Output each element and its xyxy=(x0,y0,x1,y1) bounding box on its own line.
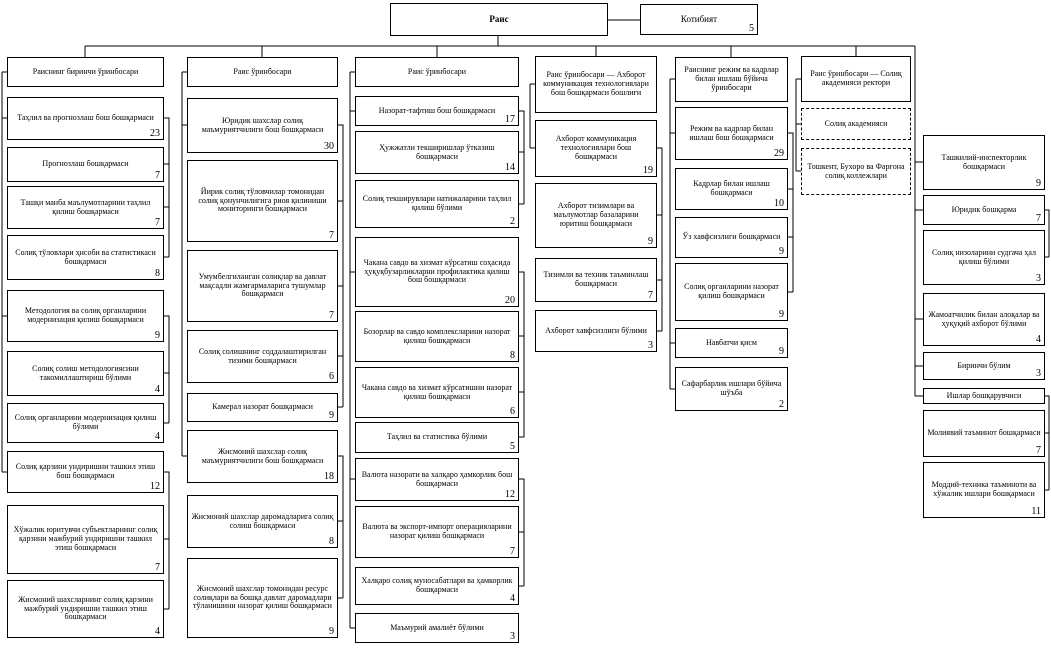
column-1-box-8 xyxy=(7,451,164,493)
staff-count: 20 xyxy=(505,295,515,306)
column-3-box-5 xyxy=(355,311,519,362)
staff-count: 7 xyxy=(1036,213,1041,224)
box-label: Солиқ органларини модернизация қилиш бўлими xyxy=(14,413,157,431)
staff-count: 3 xyxy=(510,631,515,642)
box-label: Кадрлар билан ишлаш бошқармаси xyxy=(693,179,770,197)
column-3-box-7 xyxy=(355,422,519,453)
box-label: Солиқ қарзини ундиришни ташкил этиш бош бошқармаси xyxy=(15,462,156,480)
column-4-header xyxy=(535,56,657,113)
box-label: Сафарбарлик ишлари бўйича шўъба xyxy=(681,379,782,397)
staff-count: 12 xyxy=(150,481,160,492)
box-label: Методология ва солиқ органларини модернизация қилиш бошқармаси xyxy=(24,306,147,324)
column-1-box-10 xyxy=(7,580,164,638)
box-label: Умумбелгиланган солиқлар ва давлат мақсадли жамғармаларига тушумлар бошқармаси xyxy=(198,271,327,299)
staff-count: 9 xyxy=(779,346,784,357)
staff-count: 10 xyxy=(774,198,784,209)
box-label: Камерал назорат бошқармаси xyxy=(212,402,313,412)
staff-count: 9 xyxy=(329,410,334,421)
box-label: Раис ўринбосари xyxy=(233,66,292,76)
staff-count: 9 xyxy=(1036,178,1041,189)
box-label: Тизимли ва техник таъминлаш бошқармаси xyxy=(543,270,649,288)
column-1-box-3 xyxy=(7,186,164,229)
staff-count: 9 xyxy=(779,309,784,320)
staff-count: 4 xyxy=(510,593,515,604)
box-label: Раиснинг режим ва кадрлар билан ишлаш бўйича ўринбосари xyxy=(684,65,779,92)
column-5-box-3 xyxy=(675,217,788,258)
box-label: Ташкилий-инспекторлик бошқармаси xyxy=(941,152,1027,171)
column-3-box-3 xyxy=(355,180,519,228)
staff-count: 5 xyxy=(749,23,754,34)
staff-count: 19 xyxy=(643,165,653,176)
box-label: Жисмоний шахслар даромадларига солиқ солиш бошқармаси xyxy=(191,511,334,530)
column-3-box-10 xyxy=(355,567,519,605)
staff-count: 18 xyxy=(324,471,334,482)
box-label: Раиснинг биринчи ўринбосари xyxy=(32,66,139,76)
column-7-box-3 xyxy=(923,230,1045,285)
staff-count: 3 xyxy=(648,340,653,351)
staff-count: 8 xyxy=(155,268,160,279)
box-label: Тошкент, Бухоро ва Фарғона солиқ коллежлари xyxy=(807,161,905,180)
box-label: Чакана савдо ва хизмат кўрсатиш соҳасида ҳуқуқбузарликларни профилактика қилиш бош бошқармаси xyxy=(363,257,511,285)
column-5-box-2 xyxy=(675,168,788,210)
staff-count: 8 xyxy=(329,536,334,547)
box-label: Солиқ текширувлари натижаларини таҳлил қилиш бўлими xyxy=(362,194,512,212)
box-label: Юридик бошқарма xyxy=(951,204,1017,214)
box-label: Бозорлар ва савдо комплексларини назорат қилиш бошқармаси xyxy=(363,326,511,345)
column-3-box-11 xyxy=(355,613,519,643)
staff-count: 3 xyxy=(1036,273,1041,284)
column-3-box-8 xyxy=(355,458,519,501)
chairman-label: Раис xyxy=(489,14,509,25)
box-label: Ташқи манба маълумотларини таҳлил қилиш бошқармаси xyxy=(20,197,151,216)
column-7-box-4 xyxy=(923,293,1045,346)
staff-count: 9 xyxy=(329,626,334,637)
column-3-box-9 xyxy=(355,506,519,558)
staff-count: 2 xyxy=(779,399,784,410)
box-label: Режим ва кадрлар билан ишлаш бош бошқармаси xyxy=(689,123,774,142)
secretariat-label: Котибият xyxy=(680,14,718,25)
staff-count: 7 xyxy=(155,562,160,573)
box-label: Раис ўринбосари xyxy=(407,66,467,76)
column-3-box-2 xyxy=(355,131,519,174)
box-label: Биринчи бўлим xyxy=(957,360,1011,370)
box-label: Хўжалик юритувчи субъектларнинг солиқ қарзини мажбурий ундиришни ташкил этиш бошқармаси xyxy=(13,525,158,552)
staff-count: 7 xyxy=(155,170,160,181)
column-2-box-4 xyxy=(187,330,338,383)
staff-count: 14 xyxy=(505,162,515,173)
staff-count: 4 xyxy=(1036,334,1041,345)
column-5-box-6 xyxy=(675,367,788,411)
staff-count: 9 xyxy=(155,330,160,341)
staff-count: 9 xyxy=(648,236,653,247)
staff-count: 4 xyxy=(155,431,160,442)
column-6-box-2 xyxy=(801,148,911,195)
box-label: Жисмоний шахсларнинг солиқ қарзини мажбурий ундиришни ташкил этиш бошқармаси xyxy=(18,594,153,622)
staff-count: 4 xyxy=(155,384,160,395)
box-label: Назорат-тафтиш бош бошқармаси xyxy=(378,105,496,115)
box-label: Молиявий таъминот бошқармаси xyxy=(927,428,1041,438)
column-7-box-2 xyxy=(923,195,1045,225)
chairman-box xyxy=(390,3,608,36)
staff-count: 7 xyxy=(510,546,515,557)
staff-count: 7 xyxy=(155,217,160,228)
staff-count: 9 xyxy=(779,246,784,257)
box-label: Моддий-техника таъминоти ва хўжалик ишлари бошқармаси xyxy=(931,480,1037,498)
box-label: Ўз хавфсизлиги бошқармаси xyxy=(682,232,781,242)
box-label: Солиқ тўловлари ҳисоби ва статистикаси бошқармаси xyxy=(15,247,156,266)
column-3-box-6 xyxy=(355,367,519,418)
column-7-box-6 xyxy=(923,388,1045,404)
staff-count: 5 xyxy=(510,441,515,452)
column-1-box-4 xyxy=(7,235,164,280)
staff-count: 3 xyxy=(1036,368,1041,379)
column-3-box-4 xyxy=(355,237,519,307)
column-4-box-4 xyxy=(535,310,657,352)
staff-count: 30 xyxy=(324,141,334,152)
staff-count: 7 xyxy=(1036,445,1041,456)
column-1-box-5 xyxy=(7,290,164,342)
column-5-header xyxy=(675,57,788,102)
box-label: Таҳлил ва прогнозлаш бош бошқармаси xyxy=(17,113,154,123)
box-label: Раис ўринбосари — Ахборот коммуникация технологиялари бош бошқармаси бошлиғи xyxy=(543,70,649,97)
box-label: Чакана савдо ва хизмат кўрсатишни назорат қилиш бошқармаси xyxy=(361,382,513,401)
box-label: Жисмоний шахслар томонидан ресурс солиқлари ва бошқа давлат даромадлари тўланишини назорат қилиш бошқармаси xyxy=(193,583,332,611)
column-7-box-5 xyxy=(923,352,1045,380)
box-label: Халқаро солиқ муносабатлари ва ҳамкорлик бошқармаси xyxy=(361,576,513,594)
column-1-box-6 xyxy=(7,351,164,396)
column-2-header xyxy=(187,57,338,87)
column-3-box-1 xyxy=(355,96,519,126)
staff-count: 17 xyxy=(505,114,515,125)
column-5-box-1 xyxy=(675,107,788,160)
staff-count: 7 xyxy=(329,230,334,241)
box-label: Раис ўринбосари — Солиқ академияси ректори xyxy=(810,69,902,87)
column-2-box-1 xyxy=(187,98,338,153)
box-label: Солиқ органларини назорат қилиш бошқармаси xyxy=(684,282,779,300)
staff-count: 29 xyxy=(774,148,784,159)
box-label: Ахборот хавфсизлиги бўлими xyxy=(545,325,647,335)
box-label: Ахборот коммуникация технологиялари бош бошқармаси xyxy=(555,134,637,161)
box-label: Жисмоний шахслар солиқ маъмуриятчилиги бош бошқармаси xyxy=(201,446,324,465)
staff-count: 2 xyxy=(510,216,515,227)
column-4-box-3 xyxy=(535,258,657,302)
box-label: Валюта назорати ва халқаро ҳамкорлик бош бошқармаси xyxy=(361,469,513,488)
box-label: Солиқ академияси xyxy=(824,118,888,128)
column-5-box-5 xyxy=(675,328,788,358)
column-2-box-8 xyxy=(187,558,338,638)
column-6-header xyxy=(801,56,911,102)
column-1-header xyxy=(7,57,164,87)
box-label: Солиқ солиш методологиясини такомиллаштириш бўлими xyxy=(32,363,139,382)
staff-count: 6 xyxy=(329,371,334,382)
staff-count: 23 xyxy=(150,128,160,139)
box-label: Ишлар бошқарувчиси xyxy=(946,390,1022,400)
box-label: Жамоатчилик билан алоқалар ва ҳуқуқий ахборот бўлими xyxy=(928,309,1040,328)
box-label: Солиқ низоларини судгача ҳал қилиш бўлими xyxy=(931,247,1037,266)
column-2-box-2 xyxy=(187,160,338,242)
column-7-box-8 xyxy=(923,462,1045,518)
column-5-box-4 xyxy=(675,263,788,321)
staff-count: 7 xyxy=(648,290,653,301)
staff-count: 12 xyxy=(505,489,515,500)
column-1-box-2 xyxy=(7,147,164,182)
box-label: Таҳлил ва статистика бўлими xyxy=(386,432,488,442)
column-7-box-1 xyxy=(923,135,1045,190)
staff-count: 8 xyxy=(510,350,515,361)
column-6-box-1 xyxy=(801,108,911,140)
column-3-header xyxy=(355,57,519,87)
column-2-box-6 xyxy=(187,430,338,483)
column-2-box-3 xyxy=(187,250,338,322)
staff-count: 7 xyxy=(329,310,334,321)
box-label: Валюта ва экспорт-импорт операцияларини назорат қилиш бошқармаси xyxy=(362,522,512,540)
box-label: Навбатчи қисм xyxy=(706,337,757,347)
column-2-box-7 xyxy=(187,495,338,548)
column-4-box-2 xyxy=(535,183,657,248)
box-label: Ҳужжатли текширишлар ўтказиш бошқармаси xyxy=(379,142,495,161)
secretariat-box xyxy=(640,4,758,35)
box-label: Йирик солиқ тўловчилар томонидан солиқ қонунчилигига риоя қилиниши мониторинги бошқармаси xyxy=(198,186,327,214)
column-4-box-1 xyxy=(535,120,657,177)
column-2-box-5 xyxy=(187,393,338,422)
box-label: Прогнозлаш бошқармаси xyxy=(42,159,129,169)
box-label: Ахборот тизимлари ва маълумотлар базаларини юритиш бошқармаси xyxy=(553,201,639,228)
column-7-box-7 xyxy=(923,410,1045,457)
column-1-box-9 xyxy=(7,505,164,574)
column-1-box-1 xyxy=(7,97,164,140)
staff-count: 11 xyxy=(1031,506,1041,517)
box-label: Солиқ солишнинг соддалаштирилган тизими бошқармаси xyxy=(198,346,327,365)
staff-count: 4 xyxy=(155,626,160,637)
box-label: Маъмурий амалиёт бўлими xyxy=(390,622,484,632)
box-label: Юридик шахслар солиқ маъмуриятчилиги бош бошқармаси xyxy=(201,115,324,134)
column-1-box-7 xyxy=(7,403,164,443)
staff-count: 6 xyxy=(510,406,515,417)
